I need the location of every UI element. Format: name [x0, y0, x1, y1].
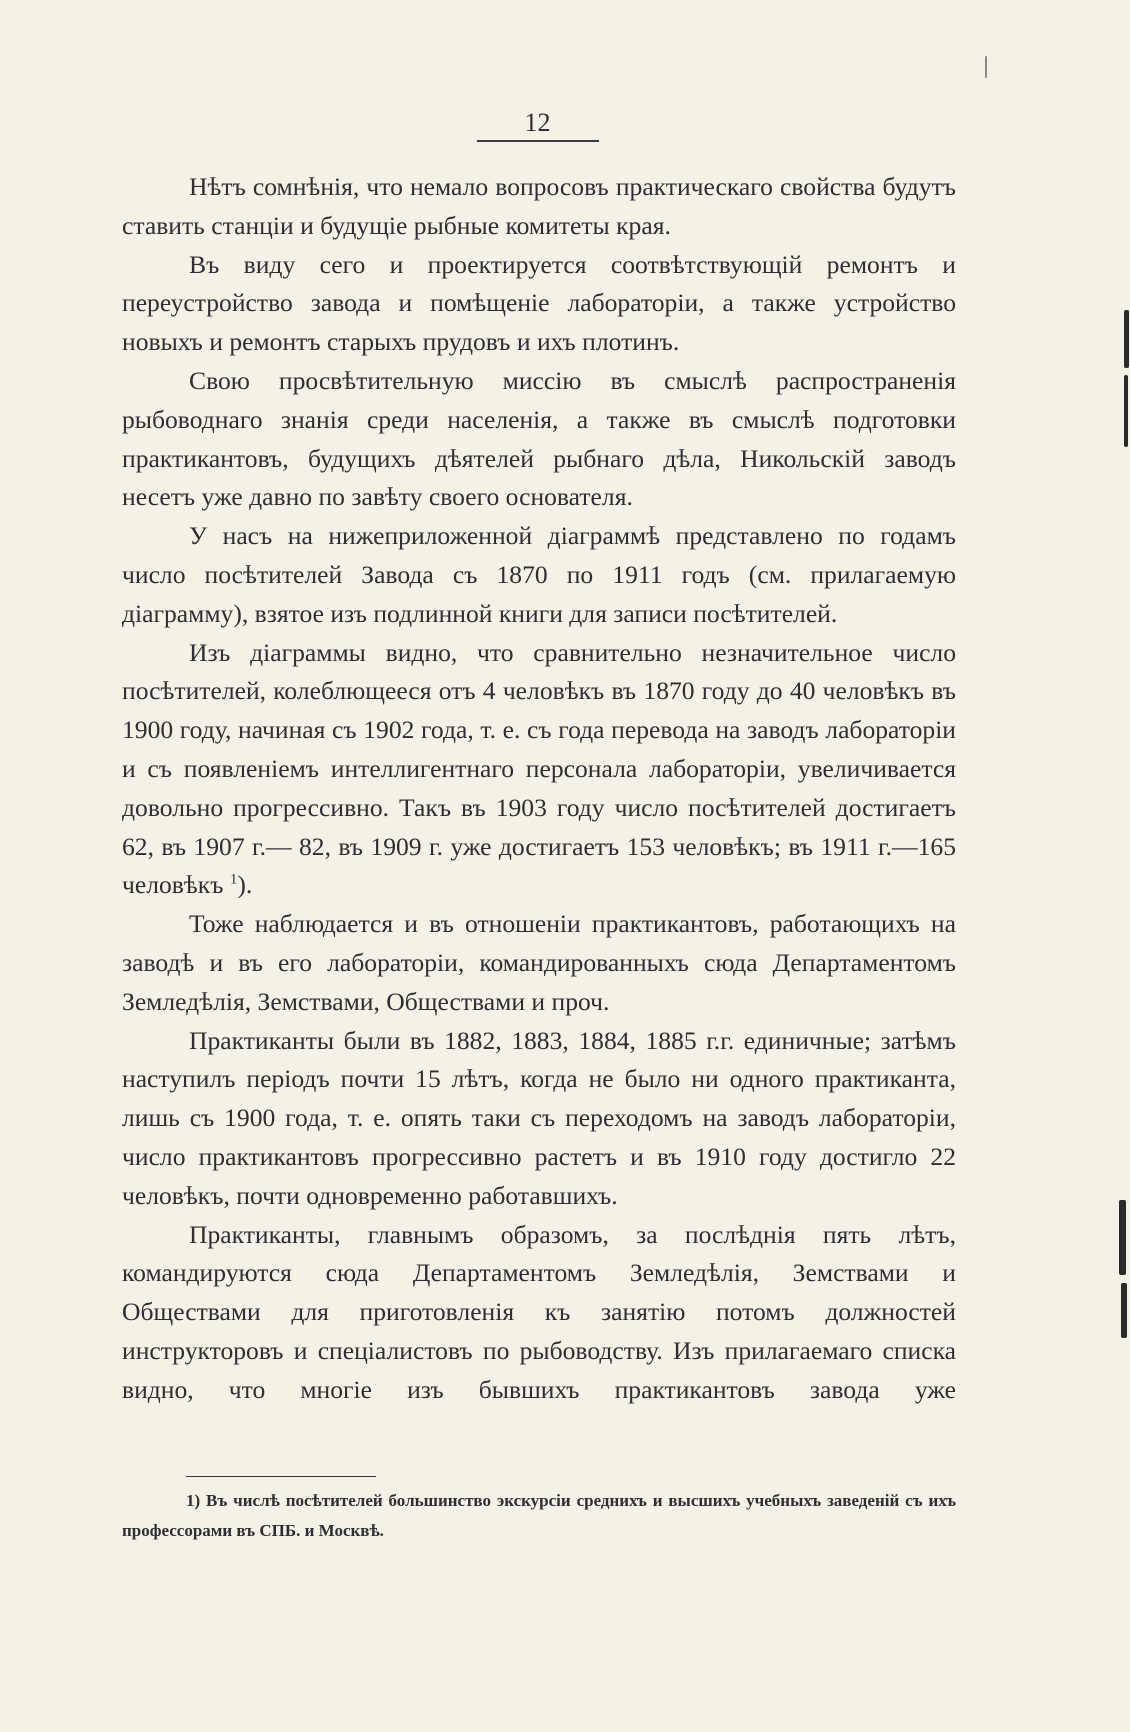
footnote-marker: 1)	[186, 1491, 201, 1510]
footnote	[122, 1486, 956, 1546]
footnote-reference-tail: ).	[237, 870, 253, 900]
scan-edge-mark	[985, 56, 987, 78]
paragraph-4: У насъ на нижеприложенной діаграммѣ представлено по годамъ число посѣтителей Завода съ 1870 по 1911 годъ (см. прилагаемую діаграмму), взятое изъ подлинной книги для записи посѣтителей.	[122, 521, 956, 628]
paragraph-5	[122, 634, 956, 906]
scan-edge-mark	[1124, 375, 1128, 447]
footnote-text: Въ числѣ посѣтителей большинство экскурсіи среднихъ и высшихъ учебныхъ заведеній съ ихъ профессорами въ СПБ. и Москвѣ.	[122, 1491, 957, 1540]
paragraph-1: Нѣтъ сомнѣнія, что немало вопросовъ практическаго свойства будутъ ставить станціи и будущіе рыбные комитеты края.	[122, 172, 956, 240]
paragraph-5-text: Изъ діаграммы видно, что сравнительно незначительное число посѣтителей, колеблющееся отъ 4 человѣкъ въ 1870 году до 40 человѣкъ въ 1900 году, начиная съ 1902 года, т. е. съ года перевода на заводъ лабораторіи и съ появленіемъ интеллигентнаго персонала лабораторіи, увеличивается довольно прогрессивно. Такъ въ 1903 году число посѣтителей достигаетъ 62, въ 1907 г.— 82, въ 1909 г. уже достигаетъ 153 человѣкъ; въ 1911 г.—165 человѣкъ	[122, 637, 956, 900]
paragraph-6: Тоже наблюдается и въ отношеніи практикантовъ, работающихъ на заводѣ и въ его лабораторіи, командированныхъ сюда Департаментомъ Земледѣлія, Земствами, Обществами и проч.	[122, 909, 956, 1016]
scan-edge-mark	[1121, 1283, 1127, 1338]
paragraph-3: Свою просвѣтительную миссію въ смыслѣ распространенія рыбоводнаго знанія среди населенія, а также въ смыслѣ подготовки практикантовъ, будущихъ дѣятелей рыбнаго дѣла, Никольскій заводъ несетъ уже давно по завѣту своего основателя.	[122, 365, 956, 512]
scan-edge-mark	[1119, 1200, 1126, 1275]
page-number-rule	[477, 140, 599, 142]
page-number: 12	[524, 108, 551, 137]
footnote-rule	[186, 1476, 376, 1477]
paragraph-7: Практиканты были въ 1882, 1883, 1884, 1885 г.г. единичные; затѣмъ наступилъ періодъ почти 15 лѣтъ, когда не было ни одного практиканта, лишь съ 1900 года, т. е. опять таки съ переходомъ на заводъ лабораторіи, число практикантовъ прогрессивно растетъ и въ 1910 году достигло 22 человѣкъ, почти одновременно работавшихъ.	[122, 1025, 956, 1210]
paragraph-8: Практиканты, главнымъ образомъ, за послѣднія пять лѣтъ, командируются сюда Департаментомъ Земледѣлія, Земствами и Обществами для приготовленія къ занятію потомъ должностей инструкторовъ и спеціалистовъ по рыбоводству. Изъ прилагаемаго списка видно, что многіе изъ бывшихъ практикантовъ завода уже	[122, 1219, 956, 1404]
paragraph-2: Въ виду сего и проектируется соотвѣтствующій ремонтъ и переустройство завода и помѣщеніе лабораторіи, а также устройство новыхъ и ремонтъ старыхъ прудовъ и ихъ плотинъ.	[122, 249, 956, 357]
scan-edge-mark	[1124, 310, 1129, 368]
footnote-reference: 1	[229, 871, 238, 888]
body-text	[122, 168, 956, 1410]
